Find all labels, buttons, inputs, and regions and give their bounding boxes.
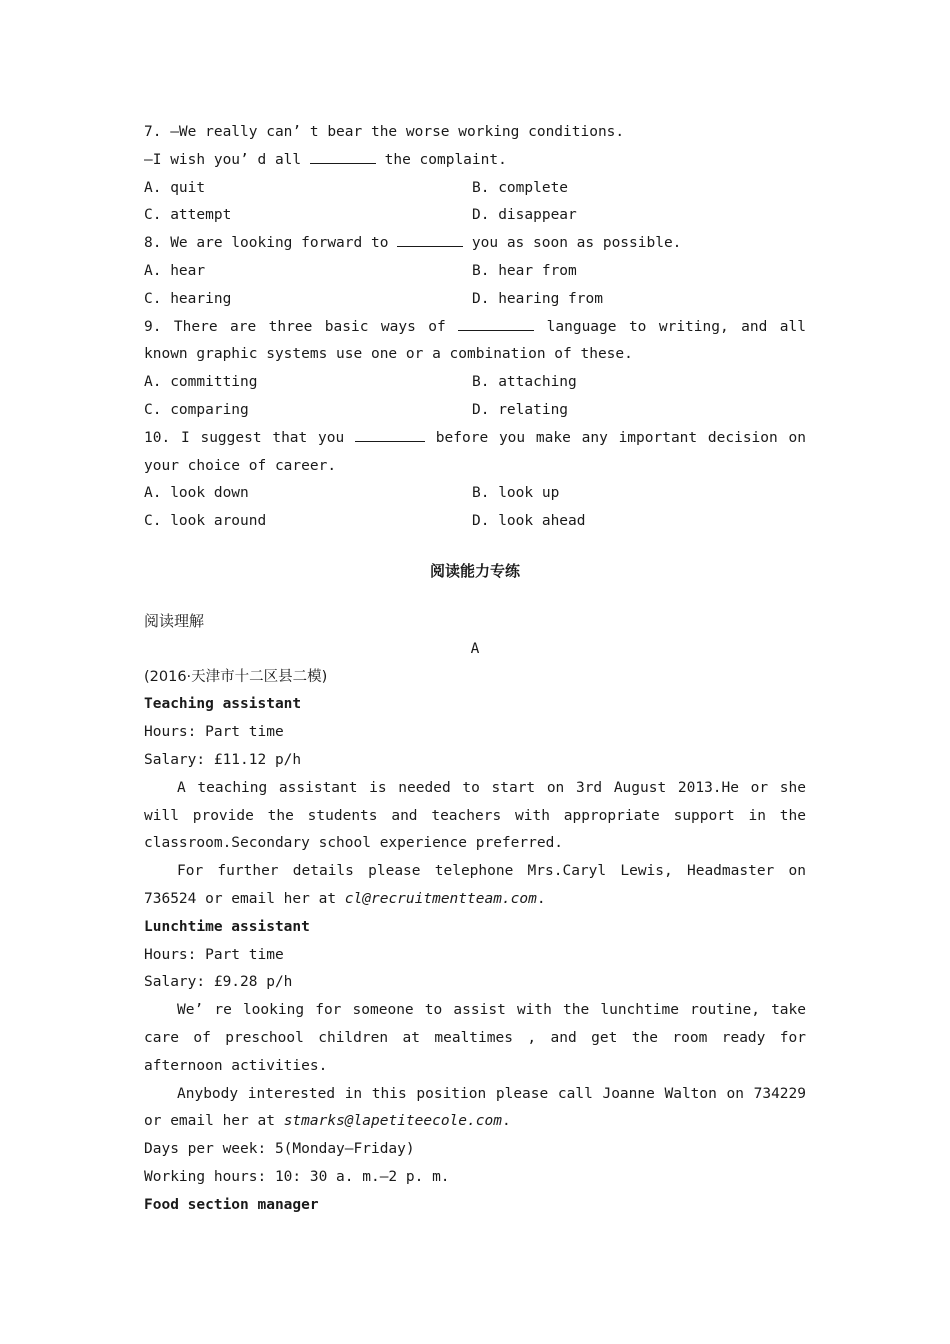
option: B. complete [472,179,569,196]
passage-source: (2016·天津市十二区县二模) [144,668,328,685]
job-title-teaching: Teaching assistant [144,696,302,713]
question-7-options-row1 [144,175,806,203]
option: C. look around [144,513,267,530]
job-title-lunchtime: Lunchtime assistant [144,918,310,935]
job-description-teaching: A teaching assistant is needed to start on 3rd August 2013.He or she will provide the students and teachers with appropriate support in the classroom.Secondary school experience preferred. [144,779,806,852]
question-10-options-row2 [144,508,806,536]
job-days-lunchtime: Days per week: 5(Monday—Friday) [144,1141,415,1158]
answer-blank [355,427,425,442]
job-salary-lunchtime: Salary: £9.28 p/h [144,974,293,991]
option: B. attaching [472,374,577,391]
option: A. look down [144,485,249,502]
option: A. hear [144,262,206,279]
option: D. disappear [472,207,577,224]
section-title: 阅读能力专练 [429,561,520,580]
job-working-hours-lunchtime: Working hours: 10: 30 a. m.—2 p. m. [144,1168,450,1185]
answer-blank [397,232,463,247]
option: B. look up [472,485,560,502]
question-9-stem: 9. There are three basic ways of language to writing, and all known graphic systems use one or a combination of these. [144,314,806,370]
option: A. quit [144,179,206,196]
job-description-lunchtime: We’ re looking for someone to assist with the lunchtime routine, take care of preschool children at mealtimes , and get the room ready for afternoon activities. [144,1002,806,1074]
job-title-food: Food section manager [144,1196,319,1213]
passage-label: A [470,640,480,657]
option: B. hear from [472,262,577,279]
answer-blank [458,316,534,331]
email-link[interactable]: cl@recruitmentteam.com [344,890,537,907]
question-7-stem-line2: —I wish you’ d all the complaint. [144,147,806,175]
question-8-options-row2 [144,286,806,314]
question-8-options-row1 [144,258,806,286]
email-link[interactable]: stmarks@lapetiteecole.com [283,1113,502,1130]
option: A. committing [144,374,258,391]
job-contact-lunchtime: Anybody interested in this position please call Joanne Walton on 734229 or email her at stmarks@lapetiteecole.com. [144,1085,806,1130]
answer-blank [310,149,376,164]
option: C. attempt [144,207,232,224]
job-salary-teaching: Salary: £11.12 p/h [144,751,302,768]
document-page [144,119,806,1219]
job-hours-lunchtime: Hours: Part time [144,946,284,963]
question-7-options-row2 [144,202,806,230]
question-10-options-row1 [144,480,806,508]
option: D. hearing from [472,290,603,307]
question-8-stem: 8. We are looking forward to you as soon as possible. [144,230,806,258]
question-9-options-row2 [144,397,806,425]
option: D. relating [472,401,569,418]
option: C. comparing [144,401,249,418]
job-contact-teaching: For further details please telephone Mrs.Caryl Lewis, Headmaster on 736524 or email her at cl@recruitmentteam.com. [144,863,806,907]
question-10-stem: 10. I suggest that you before you make any important decision on your choice of career. [144,425,806,481]
question-7-stem-line1: 7. —We really can’ t bear the worse working conditions. [144,124,625,140]
subsection-title: 阅读理解 [144,611,205,630]
job-hours-teaching: Hours: Part time [144,724,284,741]
option: D. look ahead [472,513,586,530]
option: C. hearing [144,290,232,307]
question-9-options-row1 [144,369,806,397]
